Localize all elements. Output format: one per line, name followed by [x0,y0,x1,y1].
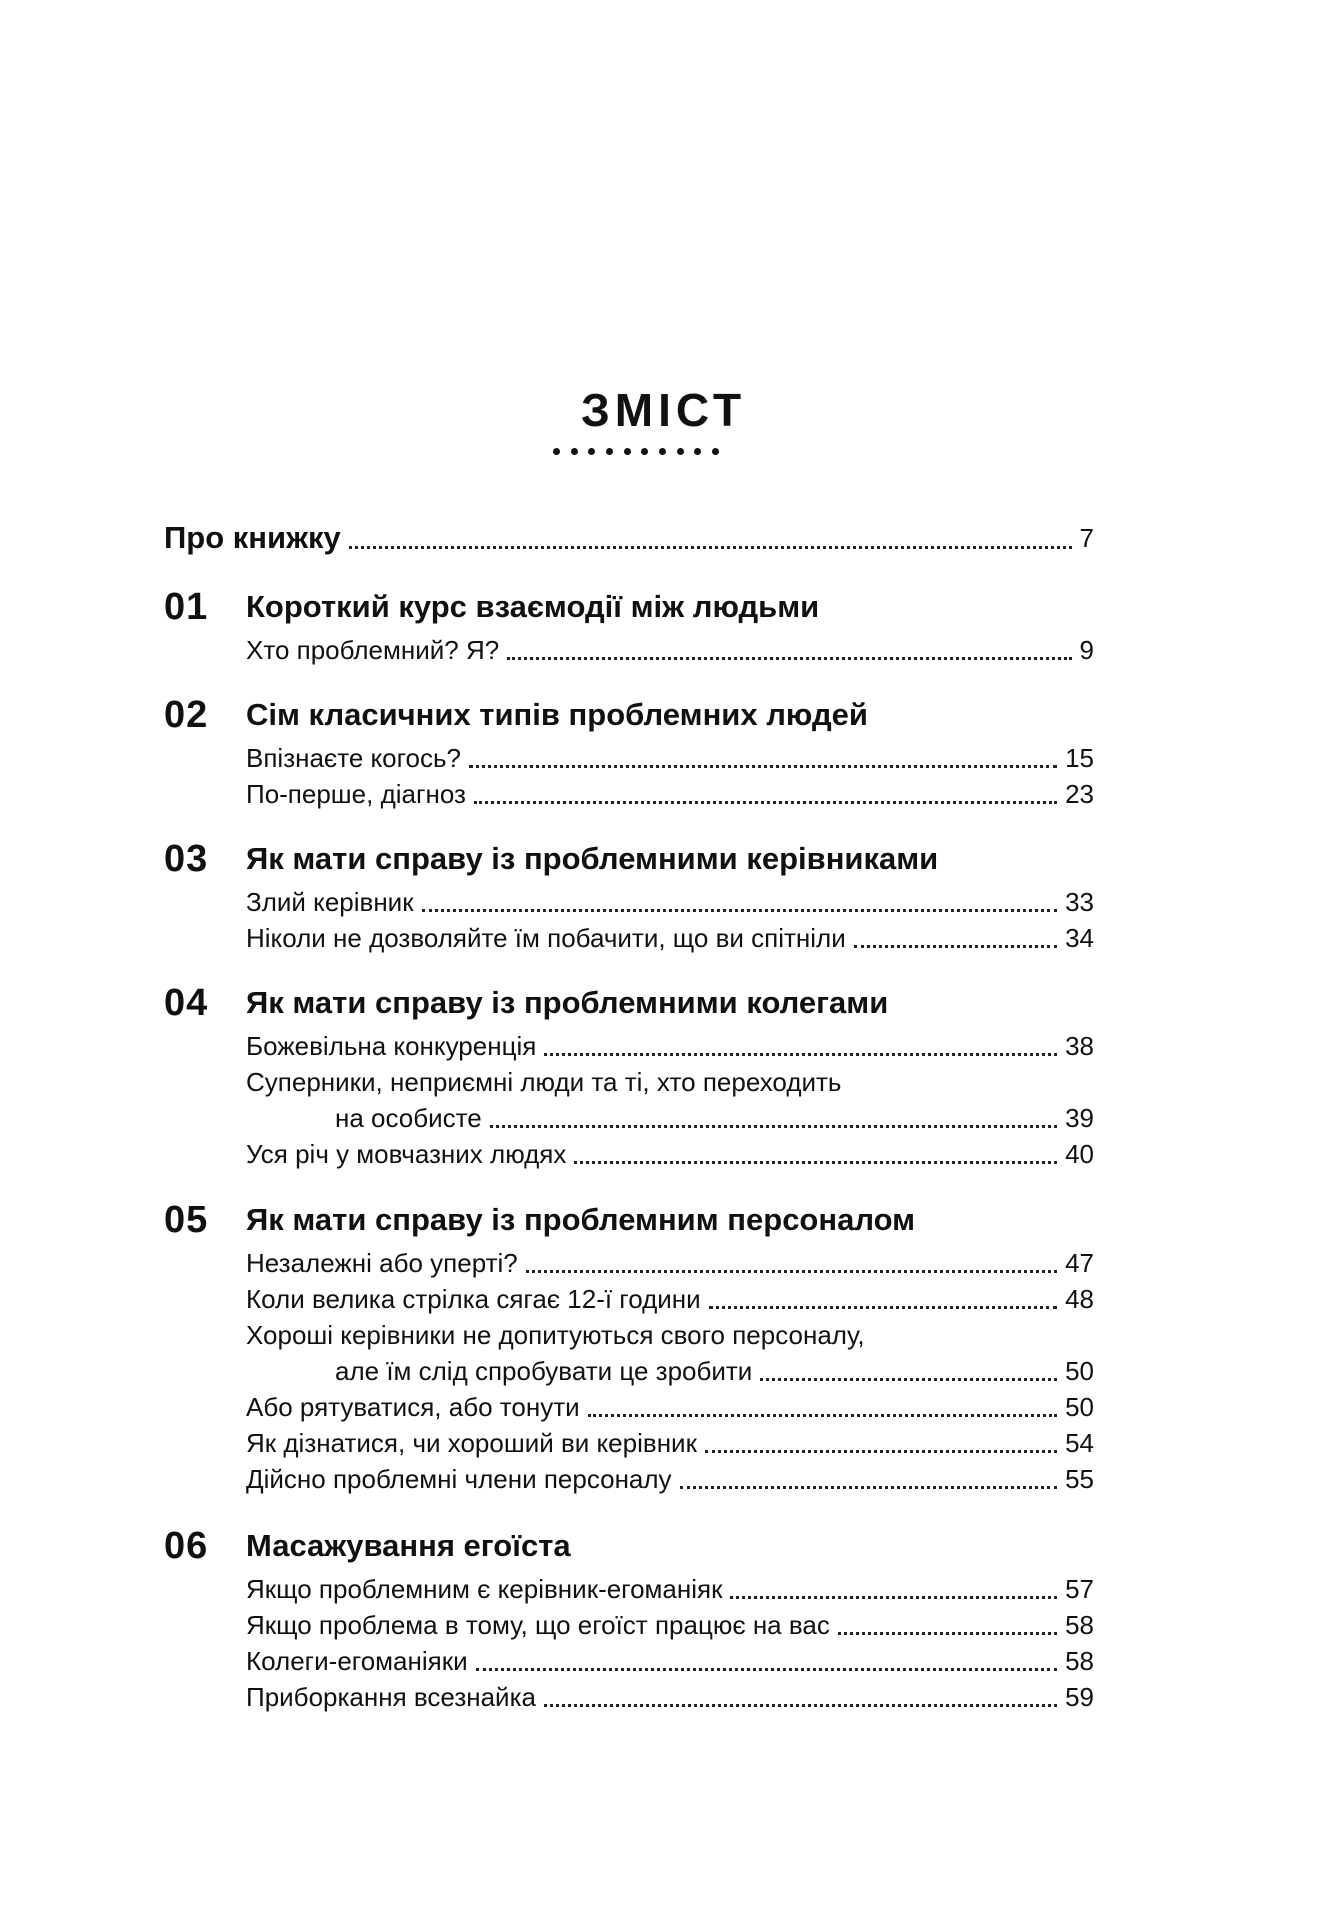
dot-leader [422,909,1058,912]
toc-chapter-01 [164,582,1094,668]
chapter-number: 01 [164,585,209,628]
toc-entry-page: 57 [1065,1573,1094,1604]
dot-leader [469,765,1057,768]
toc-entry[interactable] [246,632,1094,668]
toc-entry-title: Злий керівник [246,886,414,917]
toc-entry[interactable] [246,884,1094,920]
toc-entry[interactable] [246,1389,1094,1425]
toc-chapter-04 [164,978,1094,1172]
chapter-title: Короткий курс взаємодії між людьми [246,589,820,624]
toc-entry[interactable] [246,1571,1094,1607]
dot-leader [349,546,1072,549]
toc-entry[interactable] [246,740,1094,776]
toc-chapter-06 [164,1521,1094,1715]
toc-chapter-02 [164,690,1094,812]
chapter-title: Як мати справу із проблемними колегами [246,985,889,1020]
toc-entry-page: 59 [1065,1681,1094,1712]
toc-entry-page: 40 [1065,1138,1094,1169]
toc-entry[interactable] [246,1136,1094,1172]
toc-chapter-05 [164,1195,1094,1497]
toc-entry-title: Як дізнатися, чи хороший ви керівник [246,1427,697,1458]
toc-entry-title: Дійсно проблемні члени персоналу [246,1463,672,1494]
toc-entry[interactable] [246,776,1094,812]
toc-entry-title: Коли велика стрілка сягає 12-ї години [246,1283,701,1314]
dot-leader [544,1053,1057,1056]
dot-leader [490,1125,1057,1128]
chapter-heading[interactable] [164,834,1094,884]
toc-entry[interactable] [246,920,1094,956]
toc-entry-title: Приборкання всезнайка [246,1681,536,1712]
dot-leader [730,1596,1057,1599]
toc-entry-page: 58 [1065,1609,1094,1640]
toc-intro-entry[interactable] [164,516,1094,560]
toc-entry-title: Божевільна конкуренція [246,1030,537,1061]
chapter-title: Як мати справу із проблемними керівниками [246,841,939,876]
dot-leader [526,1270,1057,1273]
toc-intro-page: 7 [1079,522,1094,553]
dot-leader [709,1306,1057,1309]
toc-entry-title: Якщо проблемним є керівник-егоманіяк [246,1573,723,1604]
toc-entry-page: 15 [1065,742,1094,773]
toc-entry-page: 50 [1065,1355,1094,1386]
chapter-number: 03 [164,837,209,880]
toc-entry-page: 50 [1065,1391,1094,1422]
toc-entry[interactable] [246,1245,1094,1281]
chapter-heading[interactable] [164,978,1094,1028]
toc-intro-title: Про книжку [164,520,341,555]
chapter-title: Як мати справу із проблемним персоналом [246,1202,916,1237]
toc-entry-title: Уся річ у мовчазних людях [246,1138,567,1169]
toc-entry-page: 47 [1065,1247,1094,1278]
dot-leader [588,1414,1057,1417]
chapter-number: 04 [164,981,209,1024]
toc-entry-title-line1: Хороші керівники не допитуються свого персоналу, [246,1320,865,1350]
toc-entry-page: 39 [1065,1102,1094,1133]
title-dot-divider [553,448,719,460]
dot-leader [476,1668,1057,1671]
dot-leader [544,1704,1057,1707]
toc-entry-title-line1: Суперники, неприємні люди та ті, хто переходить [246,1067,842,1097]
chapter-heading[interactable] [164,1521,1094,1571]
toc-entry-title: Якщо проблема в тому, що егоїст працює на вас [246,1609,830,1640]
chapter-heading[interactable] [164,690,1094,740]
chapter-heading[interactable] [164,1195,1094,1245]
toc-entry[interactable] [246,1461,1094,1497]
dot-leader [507,657,1071,660]
toc-entry[interactable] [246,1679,1094,1715]
toc-entry-page: 55 [1065,1463,1094,1494]
toc-entry[interactable] [246,1028,1094,1064]
toc-entry-page: 38 [1065,1030,1094,1061]
toc-entry-title: Ніколи не дозволяйте їм побачити, що ви спітніли [246,922,846,953]
dot-leader [705,1450,1057,1453]
toc-entry-title: Хто проблемний? Я? [246,634,500,665]
toc-entry-title-line2: але їм слід спробувати це зробити [335,1355,753,1386]
dot-leader [838,1632,1057,1635]
toc-entry[interactable] [246,1317,1094,1389]
chapter-number: 06 [164,1524,209,1567]
toc-entry-page: 48 [1065,1283,1094,1314]
chapter-title: Масажування егоїста [246,1528,571,1563]
dot-leader [474,801,1057,804]
toc-entry-title: По-перше, діагноз [246,778,466,809]
toc-entry-page: 54 [1065,1427,1094,1458]
toc-entry-page: 33 [1065,886,1094,917]
toc-entry-page: 23 [1065,778,1094,809]
toc-entry-title: Або рятуватися, або тонути [246,1391,580,1422]
toc-entry-title: Незалежні або уперті? [246,1247,518,1278]
toc-entry[interactable] [246,1607,1094,1643]
toc-entry-title-line2: на особисте [335,1102,482,1133]
chapter-title: Сім класичних типів проблемних людей [246,697,868,732]
toc-entry-title: Впізнаєте когось? [246,742,462,773]
toc-entry[interactable] [246,1425,1094,1461]
toc-entry[interactable] [246,1064,1094,1136]
toc-entry-title: Колеги-егоманіяки [246,1645,468,1676]
chapter-number: 05 [164,1198,209,1241]
page-title: ЗМІСТ [580,384,747,436]
dot-leader [854,945,1057,948]
chapter-number: 02 [164,693,209,736]
toc-entry-page: 34 [1065,922,1094,953]
toc-entry-page: 9 [1079,634,1094,665]
chapter-heading[interactable] [164,582,1094,632]
toc-entry-page: 58 [1065,1645,1094,1676]
toc-chapter-03 [164,834,1094,956]
dot-leader [760,1378,1057,1381]
dot-leader [574,1161,1057,1164]
toc-entry[interactable] [246,1643,1094,1679]
dot-leader [680,1486,1058,1489]
toc-entry[interactable] [246,1281,1094,1317]
